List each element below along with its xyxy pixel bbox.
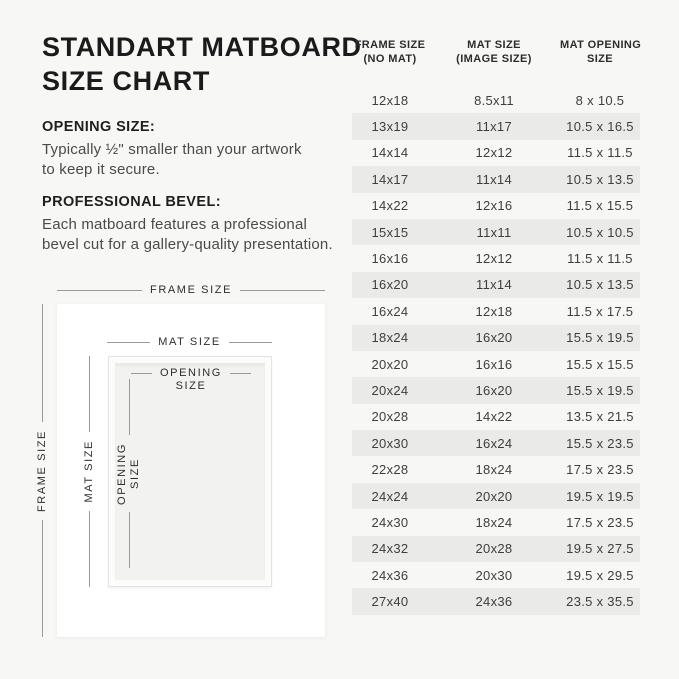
dimension-line — [131, 373, 152, 374]
table-cell-col3: 15.5 x 19.5 — [566, 382, 634, 398]
dimension-line — [129, 512, 130, 568]
table-cell-col2: 16x16 — [475, 356, 513, 372]
table-row — [352, 483, 640, 509]
table-cell-col2: 11x14 — [476, 171, 512, 187]
table-cell-col1: 16x16 — [371, 251, 409, 267]
table-cell-col2: 11x14 — [476, 277, 512, 293]
table-row — [352, 272, 640, 298]
table-cell-col2: 16x20 — [475, 330, 513, 346]
mat-size-label-horizontal: MAT SIZE — [158, 336, 221, 348]
table-cell-col2: 14x22 — [475, 409, 513, 425]
table-cell-col2: 8.5x11 — [474, 92, 514, 108]
professional-bevel-description-line1: Each matboard features a professional — [42, 216, 308, 233]
page-title — [42, 30, 362, 98]
table-cell-col3: 10.5 x 16.5 — [566, 119, 634, 135]
table-cell-col3: 15.5 x 15.5 — [566, 356, 634, 372]
table-cell-col3: 11.5 x 17.5 — [566, 303, 634, 319]
table-row — [352, 219, 640, 245]
section-opening-size — [42, 119, 342, 180]
frame-size-vertical-dimension — [29, 304, 55, 637]
table-header-col2-line2: (IMAGE SIZE) — [456, 53, 532, 65]
table-row — [352, 509, 640, 535]
table-cell-col1: 24x24 — [371, 488, 409, 504]
table-cell-col1: 16x20 — [371, 277, 409, 293]
opening-size-label-line2: SIZE — [175, 380, 207, 392]
table-row — [352, 404, 640, 430]
frame-size-label-horizontal: FRAME SIZE — [150, 284, 233, 296]
table-cell-col1: 27x40 — [371, 594, 409, 610]
table-row — [352, 377, 640, 403]
table-cell-col1: 22x28 — [371, 462, 409, 478]
table-header-col2-line1: MAT SIZE — [467, 39, 521, 51]
dimension-line — [230, 373, 251, 374]
table-cell-col3: 11.5 x 11.5 — [567, 251, 633, 267]
table-cell-col1: 13x19 — [371, 119, 409, 135]
opening-size-description-line2: to keep it secure. — [42, 161, 160, 178]
table-cell-col3: 11.5 x 15.5 — [566, 198, 634, 214]
table-cell-col1: 24x36 — [371, 567, 409, 583]
table-cell-col2: 12x12 — [475, 145, 513, 161]
table-cell-col1: 14x14 — [371, 145, 409, 161]
table-cell-col2: 18x24 — [475, 462, 513, 478]
table-row — [352, 193, 640, 219]
table-header-col3 — [560, 38, 640, 66]
dimension-line — [229, 342, 272, 343]
table-header-col3-line2: SIZE — [586, 53, 614, 65]
table-row — [352, 430, 640, 456]
opening-size-label-vertical-line1: OPENING — [116, 442, 128, 505]
table-row — [352, 87, 640, 113]
page-title-line1: STANDART MATBOARD — [42, 32, 362, 62]
table-row — [352, 140, 640, 166]
professional-bevel-heading: PROFESSIONAL BEVEL: — [42, 194, 221, 210]
professional-bevel-description — [42, 215, 342, 255]
table-cell-col2: 24x36 — [475, 594, 513, 610]
dimension-line — [107, 342, 150, 343]
table-cell-col3: 17.5 x 23.5 — [566, 462, 634, 478]
table-cell-col3: 19.5 x 29.5 — [566, 567, 634, 583]
opening-size-heading: OPENING SIZE: — [42, 119, 156, 135]
table-row — [352, 325, 640, 351]
page-title-line2: SIZE CHART — [42, 66, 210, 96]
table-cell-col3: 15.5 x 19.5 — [566, 330, 634, 346]
dimension-line — [240, 290, 325, 291]
table-cell-col2: 20x28 — [475, 541, 513, 557]
table-header-col2 — [428, 38, 560, 66]
dimension-line — [42, 304, 43, 422]
table-cell-col1: 20x28 — [371, 409, 409, 425]
table-cell-col1: 20x24 — [371, 382, 409, 398]
table-cell-col1: 20x20 — [371, 356, 409, 372]
table-row — [352, 351, 640, 377]
dimension-line — [89, 356, 90, 432]
table-cell-col2: 12x12 — [475, 251, 513, 267]
mat-size-horizontal-dimension — [107, 336, 272, 349]
table-header-col1-line2: (NO MAT) — [363, 53, 417, 65]
table-cell-col3: 11.5 x 11.5 — [567, 145, 633, 161]
dimension-line — [129, 379, 130, 435]
table-cell-col1: 12x18 — [371, 92, 409, 108]
table-cell-col1: 16x24 — [371, 303, 409, 319]
table-cell-col2: 20x20 — [475, 488, 513, 504]
section-professional-bevel — [42, 194, 342, 255]
table-cell-col2: 11x17 — [476, 119, 512, 135]
dimension-line — [57, 290, 142, 291]
table-cell-col3: 10.5 x 13.5 — [566, 171, 634, 187]
frame-size-label-vertical: FRAME SIZE — [35, 429, 48, 512]
table-row — [352, 113, 640, 139]
table-cell-col1: 14x22 — [371, 198, 409, 214]
table-cell-col3: 23.5 x 35.5 — [566, 594, 634, 610]
table-row — [352, 536, 640, 562]
table-cell-col3: 10.5 x 10.5 — [566, 224, 634, 240]
opening-size-label-line1: OPENING — [160, 367, 222, 379]
size-table-body — [352, 87, 640, 615]
size-table-header — [352, 38, 640, 66]
table-cell-col2: 16x20 — [475, 382, 513, 398]
table-row — [352, 588, 640, 614]
table-cell-col1: 18x24 — [371, 330, 409, 346]
opening-size-label-horizontal — [160, 367, 222, 393]
table-cell-col3: 15.5 x 23.5 — [566, 435, 634, 451]
dimension-line — [42, 520, 43, 638]
table-header-col3-line1: MAT OPENING — [560, 39, 642, 51]
table-row — [352, 562, 640, 588]
opening-size-description — [42, 140, 342, 180]
table-row — [352, 166, 640, 192]
table-row — [352, 298, 640, 324]
table-cell-col1: 15x15 — [371, 224, 409, 240]
table-cell-col2: 11x11 — [476, 224, 512, 240]
table-header-col1-line1: FRAME SIZE — [354, 39, 426, 51]
table-cell-col3: 8 x 10.5 — [575, 92, 625, 108]
opening-size-horizontal-dimension — [131, 367, 251, 393]
opening-size-vertical-dimension — [112, 379, 146, 568]
table-row — [352, 245, 640, 271]
table-cell-col3: 19.5 x 19.5 — [566, 488, 634, 504]
table-cell-col3: 17.5 x 23.5 — [566, 514, 634, 530]
table-cell-col3: 10.5 x 13.5 — [566, 277, 634, 293]
table-cell-col2: 16x24 — [475, 435, 513, 451]
table-cell-col2: 12x16 — [475, 198, 513, 214]
table-row — [352, 456, 640, 482]
table-cell-col1: 20x30 — [371, 435, 409, 451]
mat-size-vertical-dimension — [76, 356, 102, 587]
table-cell-col3: 19.5 x 27.5 — [566, 541, 634, 557]
table-cell-col1: 24x30 — [371, 514, 409, 530]
opening-size-label-vertical — [116, 443, 142, 505]
dimension-line — [89, 511, 90, 587]
table-cell-col1: 14x17 — [371, 171, 409, 187]
mat-size-label-vertical: MAT SIZE — [82, 440, 95, 503]
table-cell-col2: 12x18 — [475, 303, 513, 319]
table-cell-col1: 24x32 — [371, 541, 409, 557]
table-cell-col2: 20x30 — [475, 567, 513, 583]
professional-bevel-description-line2: bevel cut for a gallery-quality presentation. — [42, 236, 333, 253]
table-header-col1 — [352, 38, 428, 66]
table-cell-col3: 13.5 x 21.5 — [566, 409, 634, 425]
opening-size-description-line1: Typically ½" smaller than your artwork — [42, 141, 302, 158]
opening-size-label-vertical-line2: SIZE — [129, 458, 141, 489]
table-cell-col2: 18x24 — [475, 514, 513, 530]
frame-size-horizontal-dimension — [57, 284, 325, 297]
